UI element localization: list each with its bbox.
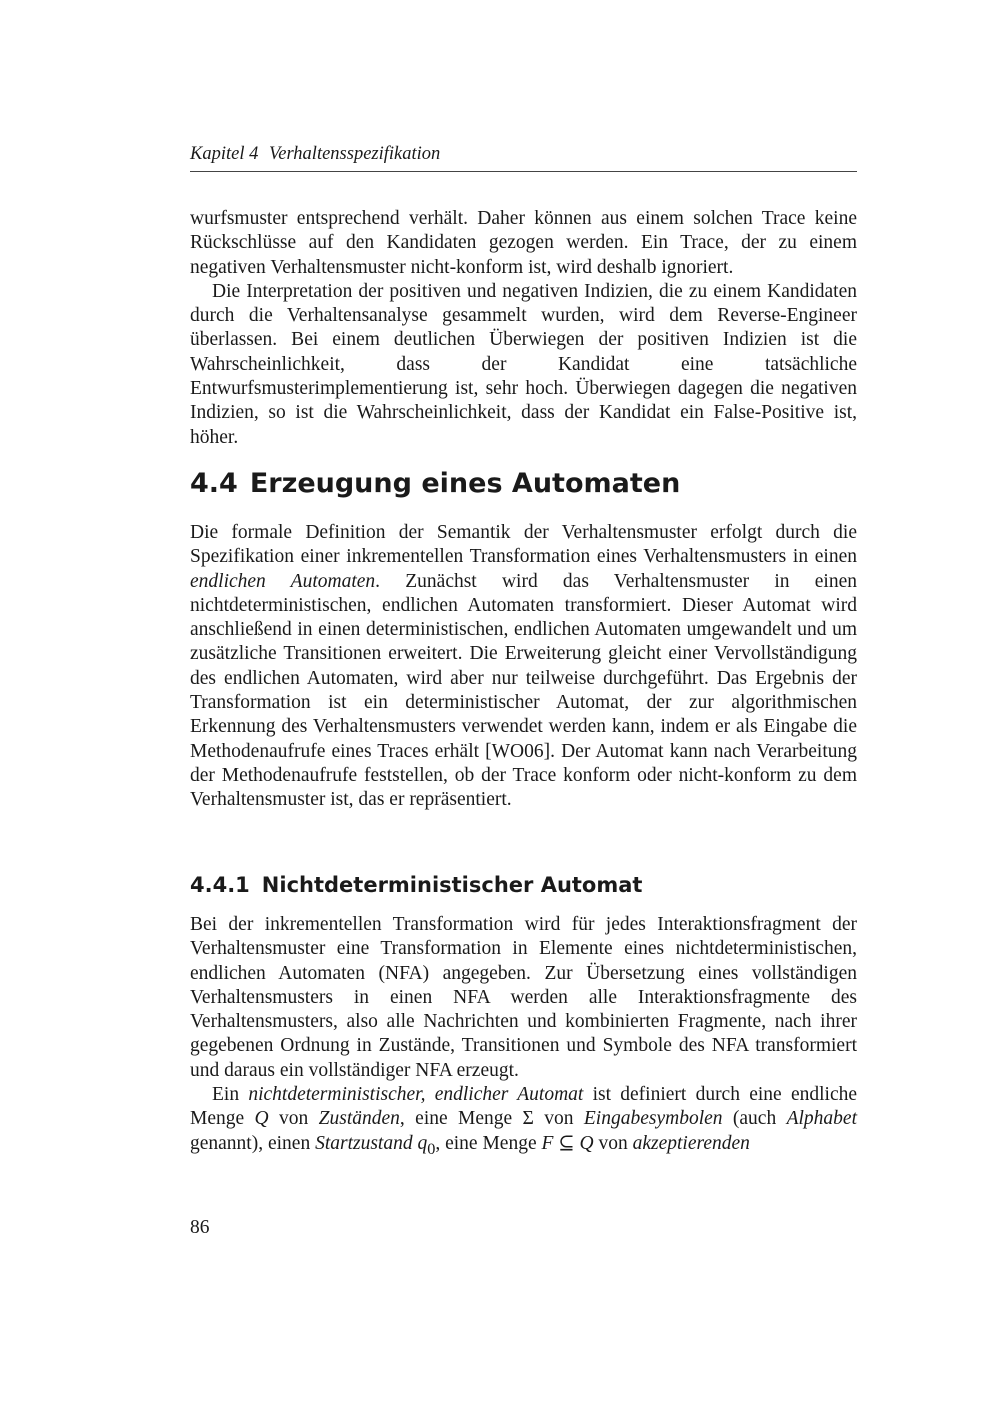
emphasis: Eingabesymbolen bbox=[583, 1108, 723, 1130]
text-run: von bbox=[268, 1108, 319, 1130]
math-symbol: F bbox=[541, 1132, 554, 1154]
text-run: , eine Menge bbox=[435, 1132, 542, 1154]
text-run: . Zunächst wird das Verhaltensmuster in einen nichtdeterministischen, endlichen Automaten transformiert. Dieser Automat wird anschließend in einen deterministischen, endlichen Automaten umgewandelt und um zusätzliche Transitionen erweitert. Die Erweiterung gleicht einer Vervollständigung des endlichen Automaten, wird aber nur teilweise durchgeführt. Das Ergebnis der Transformation ist ein deterministischer Automat, der zur algorithmischen Erkennung des Verhaltensmusters verwendet werden kann, indem er als Eingabe die Methodenaufrufe eines Traces erhält [WO06]. Der Automat kann nach Verarbeitung der Methodenaufrufe feststellen, ob der Trace konform oder nicht-konform zu dem Verhaltensmuster ist, das er repräsentiert. bbox=[190, 570, 857, 811]
text-run: ist definiert durch eine endliche Menge bbox=[190, 1084, 857, 1130]
section-heading bbox=[190, 468, 680, 500]
chapter-title: Verhaltensspezifikation bbox=[268, 144, 441, 164]
subsection-heading bbox=[190, 871, 642, 899]
running-header bbox=[190, 143, 857, 172]
paragraph: Die Interpretation der positiven und negativen Indizien, die zu einem Kandidaten durch die Verhaltensanalyse gesammelt wurden, wird dem Reverse-Engineer überlassen. Bei einem deutlichen Überwiegen der positiven Indizien ist die Wahrscheinlichkeit, dass der Kandidat eine tatsächliche Entwurfsmusterimplementierung ist, sehr hoch. Überwiegen dagegen die negativen Indizien, so ist die Wahrscheinlichkeit, dass der Kandidat ein False-Positive ist, höher. bbox=[190, 280, 857, 448]
emphasis: akzeptierenden bbox=[632, 1132, 750, 1154]
math-symbol: Q bbox=[254, 1108, 269, 1130]
text-run: Die formale Definition der Semantik der Verhaltensmuster erfolgt durch die Spezifikation einer inkrementellen Transformation eines Verhaltensmusters in einen bbox=[190, 522, 857, 568]
section-title: Erzeugung eines Automaten bbox=[249, 468, 681, 499]
math-symbol: Q bbox=[579, 1132, 594, 1154]
text-run: (auch bbox=[722, 1108, 787, 1130]
emphasis: endlichen Automaten bbox=[190, 570, 376, 592]
section-number: 4.4 bbox=[190, 468, 238, 499]
emphasis: Startzustand bbox=[315, 1132, 413, 1154]
paragraph: wurfsmuster entsprechend verhält. Daher können aus einem solchen Trace keine Rückschlüsse auf den Kandidaten gezogen werden. Ein Trace, der zu einem negativen Verhaltensmuster nicht-konform ist, wird deshalb ignoriert. bbox=[190, 208, 857, 278]
math-symbol: q bbox=[417, 1132, 428, 1154]
intro-text bbox=[190, 207, 857, 450]
text-run: von bbox=[593, 1132, 633, 1154]
emphasis: nichtdeterministischer, endlicher Automat bbox=[248, 1084, 584, 1106]
subsection-text bbox=[190, 913, 857, 1161]
emphasis: Zuständen bbox=[318, 1108, 400, 1130]
chapter-label: Kapitel 4 bbox=[190, 144, 259, 164]
emphasis: Alphabet bbox=[786, 1108, 857, 1130]
page-number: 86 bbox=[190, 1217, 210, 1238]
paragraph bbox=[190, 521, 857, 813]
subsection-title: Nichtdeterministischer Automat bbox=[261, 873, 643, 897]
text-run: , eine Menge Σ von bbox=[399, 1108, 584, 1130]
paragraph bbox=[190, 1083, 857, 1161]
paragraph: Bei der inkrementellen Transformation wird für jedes Interaktionsfragment der Verhaltensmuster eine Transformation in Elemente eines nichtdeterministischen, endlichen Automaten (NFA) angegeben. Zur Übersetzung eines vollständigen Verhaltensmusters in einen NFA werden alle Interaktionsfragmente des Verhaltensmusters, also alle Nachrichten und kombinierten Fragmente, nach ihrer gegebenen Ordnung in Zustände, Transitionen und Symbole des NFA transformiert und daraus ein vollständiger NFA erzeugt. bbox=[190, 914, 857, 1081]
text-run: genannt), einen bbox=[190, 1132, 316, 1154]
math-subscript: 0 bbox=[427, 1139, 436, 1158]
subsection-number: 4.4.1 bbox=[190, 873, 250, 897]
text-run: Ein bbox=[212, 1084, 249, 1106]
math-operator: ⊆ bbox=[553, 1132, 580, 1154]
section-text bbox=[190, 521, 857, 813]
